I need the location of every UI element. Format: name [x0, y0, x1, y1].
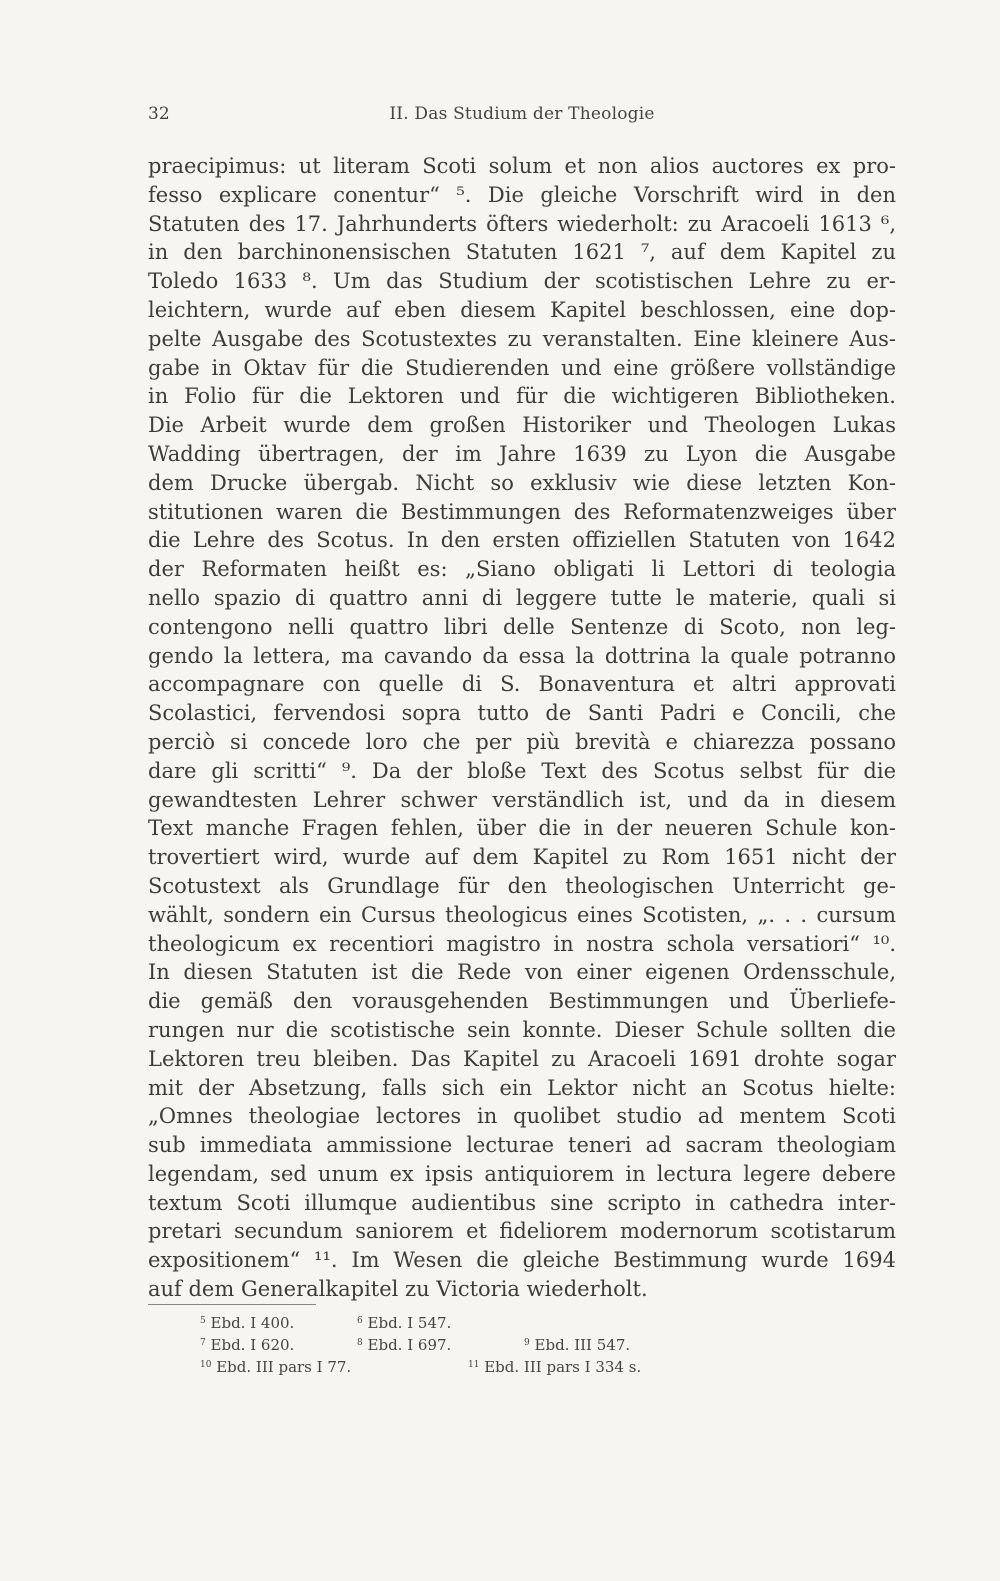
footnote	[357, 1312, 451, 1334]
body-text	[148, 152, 896, 1304]
text-line: dem Drucke übergab. Nicht so exklusiv wie diese letzten Kon-	[148, 470, 896, 495]
text-line: wählt, sondern ein Cursus theologicus eines Scotisten, „. . . cursum	[148, 902, 896, 927]
footnote-text: Ebd. I 620.	[210, 1336, 295, 1354]
text-line: fesso explicare conentur“ ⁵. Die gleiche Vorschrift wird in den	[148, 182, 896, 207]
text-line: stitutionen waren die Bestimmungen des Reformatenzweiges über	[148, 499, 896, 524]
text-line: textum Scoti illumque audientibus sine scripto in cathedra inter-	[148, 1190, 896, 1215]
text-line: rungen nur die scotistische sein konnte. Dieser Schule sollten die	[148, 1017, 896, 1042]
text-line: in Folio für die Lektoren und für die wichtigeren Bibliotheken.	[148, 384, 896, 409]
text-line: legendam, sed unum ex ipsis antiquiorem in lectura legere debere	[148, 1161, 896, 1186]
footnote-row	[200, 1356, 820, 1378]
text-line: der Reformaten heißt es: „Siano obligati li Lettori di teologia	[148, 557, 896, 582]
text-line: in den barchinonensischen Statuten 1621 ⁷, auf dem Kapitel zu	[148, 240, 896, 265]
footnote	[200, 1312, 294, 1334]
footnote	[357, 1334, 451, 1356]
page-header	[148, 104, 896, 130]
text-line: expositionem“ ¹¹. Im Wesen die gleiche Bestimmung wurde 1694	[148, 1248, 896, 1273]
footnote-text: Ebd. I 547.	[367, 1314, 452, 1332]
footnote-text: Ebd. III 547.	[534, 1336, 631, 1354]
footnote-number: 9	[524, 1338, 530, 1348]
text-line: theologicum ex recentiori magistro in nostra schola versatiori“ ¹⁰.	[148, 931, 896, 956]
footnote	[468, 1356, 641, 1378]
text-line: pretari secundum saniorem et fideliorem modernorum scotistarum	[148, 1219, 896, 1244]
text-line: In diesen Statuten ist die Rede von einer eigenen Ordensschule,	[148, 960, 896, 985]
footnote	[200, 1334, 294, 1356]
footnotes	[200, 1312, 820, 1378]
text-line: pelte Ausgabe des Scotustextes zu veranstalten. Eine kleinere Aus-	[148, 326, 896, 351]
text-line: Text manche Fragen fehlen, über die in der neueren Schule kon-	[148, 816, 896, 841]
text-line: mit der Absetzung, falls sich ein Lektor nicht an Scotus hielte:	[148, 1075, 896, 1100]
text-line: gabe in Oktav für die Studierenden und eine größere vollständige	[148, 355, 896, 380]
text-line: leichtern, wurde auf eben diesem Kapitel beschlossen, eine dop-	[148, 297, 896, 322]
text-line: dare gli scritti“ ⁹. Da der bloße Text des Scotus selbst für die	[148, 758, 896, 783]
footnote-row	[200, 1312, 820, 1334]
text-line: Scotustext als Grundlage für den theologischen Unterricht ge-	[148, 873, 896, 898]
footnote-text: Ebd. I 400.	[210, 1314, 295, 1332]
text-line: „Omnes theologiae lectores in quolibet studio ad mentem Scoti	[148, 1104, 896, 1129]
running-head: II. Das Studium der Theologie	[389, 104, 655, 124]
text-line: Scolastici, fervendosi sopra tutto de Santi Padri e Concili, che	[148, 701, 896, 726]
text-line: nello spazio di quattro anni di leggere tutte le materie, quali si	[148, 585, 896, 610]
footnote	[524, 1334, 630, 1356]
text-line: sub immediata ammissione lecturae teneri ad sacram theologiam	[148, 1133, 896, 1158]
text-line: Wadding übertragen, der im Jahre 1639 zu Lyon die Ausgabe	[148, 441, 896, 466]
footnote-number: 10	[200, 1360, 212, 1370]
text-line: die Lehre des Scotus. In den ersten offiziellen Statuten von 1642	[148, 528, 896, 553]
text-line: accompagnare con quelle di S. Bonaventura et altri approvati	[148, 672, 896, 697]
footnote-text: Ebd. III pars I 77.	[216, 1358, 352, 1376]
footnote-number: 8	[357, 1338, 363, 1348]
text-line: trovertiert wird, wurde auf dem Kapitel zu Rom 1651 nicht der	[148, 845, 896, 870]
page-number: 32	[148, 104, 170, 124]
text-line: gendo la lettera, ma cavando da essa la dottrina la quale potranno	[148, 643, 896, 668]
footnote-text: Ebd. III pars I 334 s.	[484, 1358, 642, 1376]
footnote-row	[200, 1334, 820, 1356]
text-line: gewandtesten Lehrer schwer verständlich ist, und da in diesem	[148, 787, 896, 812]
footnote-number: 11	[468, 1360, 480, 1370]
text-line: Lektoren treu bleiben. Das Kapitel zu Aracoeli 1691 drohte sogar	[148, 1046, 896, 1071]
text-line: contengono nelli quattro libri delle Sentenze di Scoto, non leg-	[148, 614, 896, 639]
footnote-number: 7	[200, 1338, 206, 1348]
text-line: Statuten des 17. Jahrhunderts öfters wiederholt: zu Aracoeli 1613 ⁶,	[148, 211, 896, 236]
text-line: praecipimus: ut literam Scoti solum et non alios auctores ex pro-	[148, 154, 896, 178]
footnote-text: Ebd. I 697.	[367, 1336, 452, 1354]
footnote-number: 6	[357, 1316, 363, 1326]
footnote-rule	[148, 1304, 316, 1305]
footnote	[200, 1356, 351, 1378]
text-line: die gemäß den vorausgehenden Bestimmungen und Überliefe-	[148, 989, 896, 1014]
text-line: Toledo 1633 ⁸. Um das Studium der scotistischen Lehre zu er-	[148, 269, 896, 294]
text-line: perciò si concede loro che per più brevità e chiarezza possano	[148, 729, 896, 754]
text-line: auf dem Generalkapitel zu Victoria wiederholt.	[148, 1277, 648, 1302]
footnote-number: 5	[200, 1316, 206, 1326]
text-line: Die Arbeit wurde dem großen Historiker und Theologen Lukas	[148, 413, 896, 438]
